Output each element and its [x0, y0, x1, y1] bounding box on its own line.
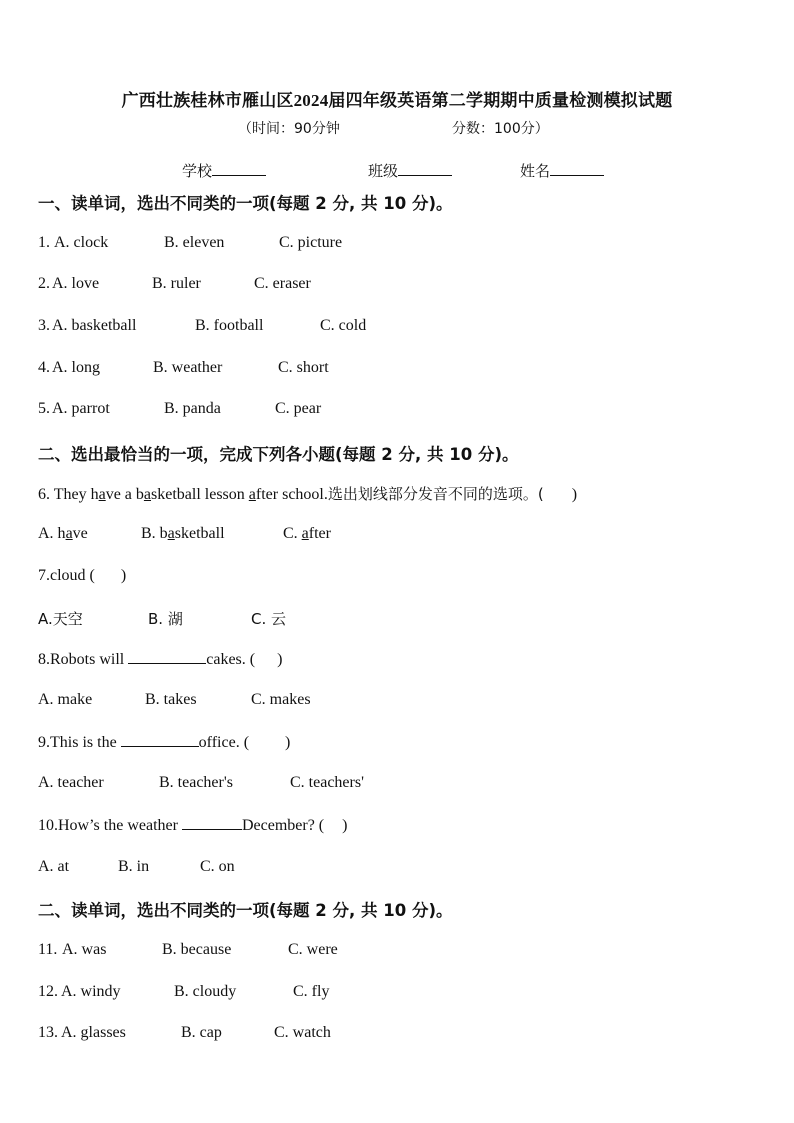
question-6-stem-part: 6. They h: [38, 486, 99, 503]
class-field: [368, 160, 452, 181]
question-10: [38, 816, 347, 835]
option-a: A. was: [62, 941, 107, 958]
question-number: 11.: [38, 941, 58, 958]
question-8-stem-end: cakes. (: [206, 651, 256, 668]
question-9-stem-end: office. (: [198, 734, 250, 751]
option-b: B. takes: [145, 691, 197, 708]
option-a: A. clock: [54, 234, 109, 251]
option-c: C. on: [200, 858, 235, 875]
exam-score: 分数：100分）: [452, 121, 549, 137]
option-b: B. 湖: [148, 610, 183, 628]
class-label: 班级: [368, 162, 399, 180]
close-paren: ): [120, 567, 127, 584]
question-10-options: [38, 858, 235, 876]
question-6: [38, 483, 577, 504]
question-number: 3.: [38, 317, 50, 334]
section-2-title: 二、选出最恰当的一项，完成下列各小题(每题 2 分, 共 10 分)。: [38, 445, 519, 464]
close-paren: ): [277, 651, 283, 668]
section-1-title: 一、读单词，选出不同类的一项(每题 2 分, 共 10 分)。: [38, 194, 453, 213]
school-field: [182, 160, 266, 181]
fill-blank: [128, 650, 206, 664]
question-8-options: [38, 691, 311, 709]
question-10-stem-end: December? (: [241, 817, 325, 834]
question-5: [38, 400, 321, 418]
option-a: A. windy: [61, 983, 121, 1000]
option-c: C. picture: [279, 234, 343, 251]
option-a: A. love: [52, 275, 100, 292]
option-b: B. in: [118, 858, 150, 875]
question-6-stem-part: ve a b: [105, 486, 144, 503]
option-a: A. glasses: [61, 1024, 126, 1041]
option-b-text: sketball: [174, 525, 225, 542]
question-12: [38, 983, 329, 1001]
question-10-stem: 10.How’s the weather: [38, 817, 182, 834]
question-8-stem: 8.Robots will: [38, 651, 129, 668]
question-number: 12.: [38, 983, 58, 1000]
question-9-stem: 9.This is the: [38, 734, 121, 751]
question-2: [38, 275, 311, 293]
underlined-letter: a: [65, 525, 73, 542]
option-c: C. fly: [293, 983, 330, 1000]
question-7-stem: 7.cloud (: [38, 567, 95, 584]
option-c-text: fter: [308, 525, 331, 542]
option-c: C. teachers': [290, 774, 364, 791]
close-paren: ): [342, 817, 348, 834]
option-b: B. teacher's: [159, 774, 233, 791]
option-c: C. cold: [320, 317, 367, 334]
option-a: A. parrot: [52, 400, 110, 417]
question-number: 4.: [38, 359, 50, 376]
option-a: A.天空: [38, 610, 83, 628]
close-paren: ): [571, 486, 578, 503]
option-b: B. because: [162, 941, 232, 958]
question-11: [38, 941, 338, 959]
section-3-title: 二、读单词，选出不同类的一项(每题 2 分, 共 10 分)。: [38, 901, 453, 920]
question-3: [38, 317, 366, 335]
option-a: [38, 525, 141, 543]
question-number: 1.: [38, 234, 50, 251]
question-number: 2.: [38, 275, 50, 292]
question-8: [38, 650, 282, 669]
question-13: [38, 1024, 331, 1042]
fill-blank: [182, 816, 242, 830]
underlined-letter: a: [167, 525, 175, 542]
question-4: [38, 359, 329, 377]
question-number: 13.: [38, 1024, 58, 1041]
question-number: 5.: [38, 400, 50, 417]
class-blank: [398, 161, 452, 176]
option-a: A. teacher: [38, 774, 104, 791]
question-6-stem-part: sketball lesson: [151, 486, 249, 503]
option-c: C. makes: [251, 691, 311, 708]
question-6-instruction: 选出划线部分发音不同的选项。(: [327, 485, 544, 503]
option-c: C. 云: [251, 610, 287, 628]
question-7-options: [38, 608, 286, 629]
option-a: A. make: [38, 691, 93, 708]
question-9: [38, 733, 290, 752]
option-b: B. football: [195, 317, 264, 334]
underlined-letter: a: [143, 486, 152, 503]
option-a-text: A. h: [38, 525, 66, 542]
option-c: C. watch: [274, 1024, 331, 1041]
option-c: C. pear: [275, 400, 322, 417]
exam-time: （时间：90分钟: [238, 121, 340, 137]
option-c: [283, 525, 331, 543]
fill-blank: [121, 733, 199, 747]
option-c: C. were: [288, 941, 338, 958]
option-b-text: B. b: [141, 525, 168, 542]
school-blank: [212, 161, 266, 176]
option-a-text: ve: [72, 525, 88, 542]
question-9-options: [38, 774, 364, 792]
question-7: [38, 567, 126, 585]
name-field: [520, 160, 604, 181]
name-label: 姓名: [520, 162, 551, 180]
underlined-letter: a: [98, 486, 106, 503]
question-6-options: [38, 525, 331, 543]
option-b: B. eleven: [164, 234, 225, 251]
option-b: B. cap: [181, 1024, 222, 1041]
exam-title: 广西壮族桂林市雁山区2024届四年级英语第二学期期中质量检测模拟试题: [121, 91, 673, 110]
option-a: A. at: [38, 858, 70, 875]
option-b: B. panda: [164, 400, 221, 417]
option-a: A. long: [52, 359, 100, 376]
option-b: B. weather: [153, 359, 223, 376]
option-c: C. short: [278, 359, 329, 376]
name-blank: [550, 161, 604, 176]
option-c-text: C.: [283, 525, 302, 542]
option-a: A. basketball: [52, 317, 137, 334]
option-b: B. ruler: [152, 275, 201, 292]
question-1: [38, 234, 342, 252]
close-paren: ): [285, 734, 291, 751]
option-b: B. cloudy: [174, 983, 237, 1000]
school-label: 学校: [182, 162, 213, 180]
option-b: [141, 525, 283, 543]
option-c: C. eraser: [254, 275, 311, 292]
question-6-stem-part: fter school.: [255, 486, 328, 503]
underlined-letter: a: [301, 525, 309, 542]
underlined-letter: a: [248, 486, 256, 503]
